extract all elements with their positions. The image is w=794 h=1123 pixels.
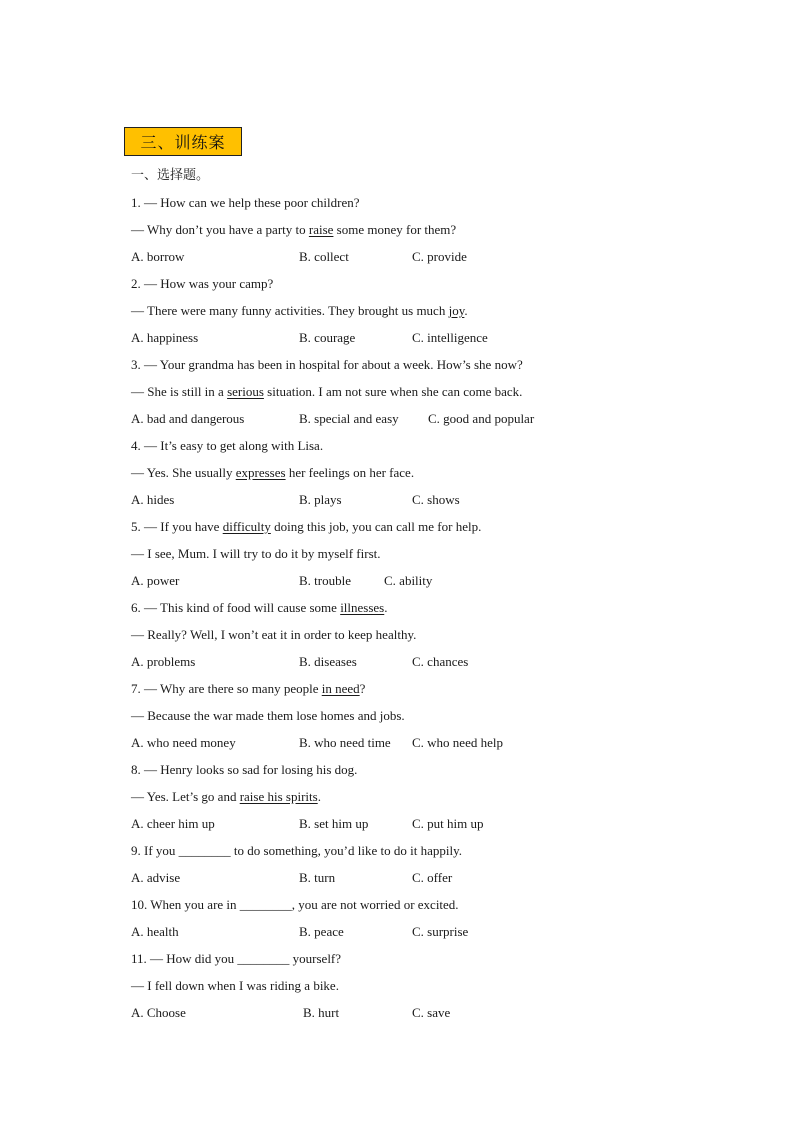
- options-2: [131, 324, 691, 351]
- option-8c: C. put him up: [412, 816, 484, 831]
- option-8b: B. set him up: [299, 816, 369, 831]
- option-3b: B. special and easy: [299, 411, 399, 426]
- question-7: [131, 675, 691, 702]
- options-9: [131, 864, 691, 891]
- question-7-underlined: in need: [321, 681, 360, 696]
- option-3c: C. good and popular: [428, 411, 535, 426]
- answer-2-post: .: [464, 303, 468, 318]
- answer-11: — I fell down when I was riding a bike.: [131, 978, 339, 993]
- options-5: [131, 567, 691, 594]
- answer-3-post: situation. I am not sure when she can come back.: [263, 384, 523, 399]
- options-3: [131, 405, 691, 432]
- option-2a: A. happiness: [131, 330, 199, 345]
- option-1a: A. borrow: [131, 249, 185, 264]
- option-8a: A. cheer him up: [131, 816, 215, 831]
- answer-4: [131, 459, 691, 486]
- option-6c: C. chances: [412, 654, 469, 669]
- option-7a: A. who need money: [131, 735, 236, 750]
- answer-2-pre: — There were many funny activities. They brought us much: [131, 303, 449, 318]
- options-1: [131, 243, 691, 270]
- section-title-box: [124, 127, 242, 156]
- option-5b: B. trouble: [299, 573, 351, 588]
- answer-3-pre: — She is still in a: [131, 384, 228, 399]
- option-10c: C. surprise: [412, 924, 469, 939]
- answer-3: [131, 378, 691, 405]
- exercise-content: [131, 162, 691, 1026]
- answer-8-post: .: [317, 789, 321, 804]
- question-6-pre: 6. — This kind of food will cause some: [131, 600, 341, 615]
- option-4b: B. plays: [299, 492, 342, 507]
- option-11b: B. hurt: [303, 1005, 340, 1020]
- option-7b: B. who need time: [299, 735, 391, 750]
- answer-1-pre: — Why don’t you have a party to: [131, 222, 309, 237]
- answer-3-underlined: serious: [227, 384, 264, 399]
- question-6-post: .: [384, 600, 388, 615]
- option-10b: B. peace: [299, 924, 344, 939]
- answer-2-underlined: joy: [448, 303, 465, 318]
- option-6a: A. problems: [131, 654, 196, 669]
- answer-1-underlined: raise: [308, 222, 334, 237]
- question-5-pre: 5. — If you have: [131, 519, 223, 534]
- answer-1-post: some money for them?: [333, 222, 457, 237]
- options-10: [131, 918, 691, 945]
- options-7: [131, 729, 691, 756]
- question-4: 4. — It’s easy to get along with Lisa.: [131, 438, 324, 453]
- answer-6: — Really? Well, I won’t eat it in order to keep healthy.: [131, 627, 417, 642]
- question-7-pre: 7. — Why are there so many people: [131, 681, 322, 696]
- question-7-post: ?: [359, 681, 366, 696]
- option-9a: A. advise: [131, 870, 181, 885]
- option-9b: B. turn: [299, 870, 336, 885]
- question-6: [131, 594, 691, 621]
- question-9: 9. If you ________ to do something, you’d like to do it happily.: [131, 843, 462, 858]
- subheading: 一、选择题。: [131, 168, 210, 183]
- question-6-underlined: illnesses: [340, 600, 385, 615]
- answer-5: — I see, Mum. I will try to do it by myself first.: [131, 546, 381, 561]
- option-11a: A. Choose: [131, 1005, 186, 1020]
- option-11c: C. save: [412, 1005, 451, 1020]
- option-7c: C. who need help: [412, 735, 503, 750]
- question-11: 11. — How did you ________ yourself?: [131, 951, 342, 966]
- question-8: 8. — Henry looks so sad for losing his dog.: [131, 762, 358, 777]
- answer-4-pre: — Yes. She usually: [131, 465, 236, 480]
- option-5c: C. ability: [384, 573, 433, 588]
- option-2c: C. intelligence: [412, 330, 488, 345]
- option-5a: A. power: [131, 573, 180, 588]
- answer-4-post: her feelings on her face.: [285, 465, 415, 480]
- options-11: [131, 999, 691, 1026]
- options-8: [131, 810, 691, 837]
- answer-1: [131, 216, 691, 243]
- question-5-underlined: difficulty: [222, 519, 271, 534]
- question-3: 3. — Your grandma has been in hospital for about a week. How’s she now?: [131, 357, 523, 372]
- answer-7: — Because the war made them lose homes and jobs.: [131, 708, 405, 723]
- question-5-post: doing this job, you can call me for help.: [270, 519, 482, 534]
- option-1b: B. collect: [299, 249, 349, 264]
- option-4c: C. shows: [412, 492, 460, 507]
- answer-8: [131, 783, 691, 810]
- option-3a: A. bad and dangerous: [131, 411, 245, 426]
- options-4: [131, 486, 691, 513]
- question-1: 1. — How can we help these poor children?: [131, 195, 360, 210]
- answer-4-underlined: expresses: [235, 465, 286, 480]
- option-4a: A. hides: [131, 492, 175, 507]
- answer-8-pre: — Yes. Let’s go and: [131, 789, 240, 804]
- options-6: [131, 648, 691, 675]
- option-2b: B. courage: [299, 330, 356, 345]
- section-title: 三、训练案: [140, 133, 226, 152]
- answer-2: [131, 297, 691, 324]
- option-10a: A. health: [131, 924, 179, 939]
- question-10: 10. When you are in ________, you are not worried or excited.: [131, 897, 459, 912]
- answer-8-underlined: raise his spirits: [239, 789, 318, 804]
- question-2: 2. — How was your camp?: [131, 276, 274, 291]
- question-5: [131, 513, 691, 540]
- option-1c: C. provide: [412, 249, 467, 264]
- option-6b: B. diseases: [299, 654, 357, 669]
- option-9c: C. offer: [412, 870, 453, 885]
